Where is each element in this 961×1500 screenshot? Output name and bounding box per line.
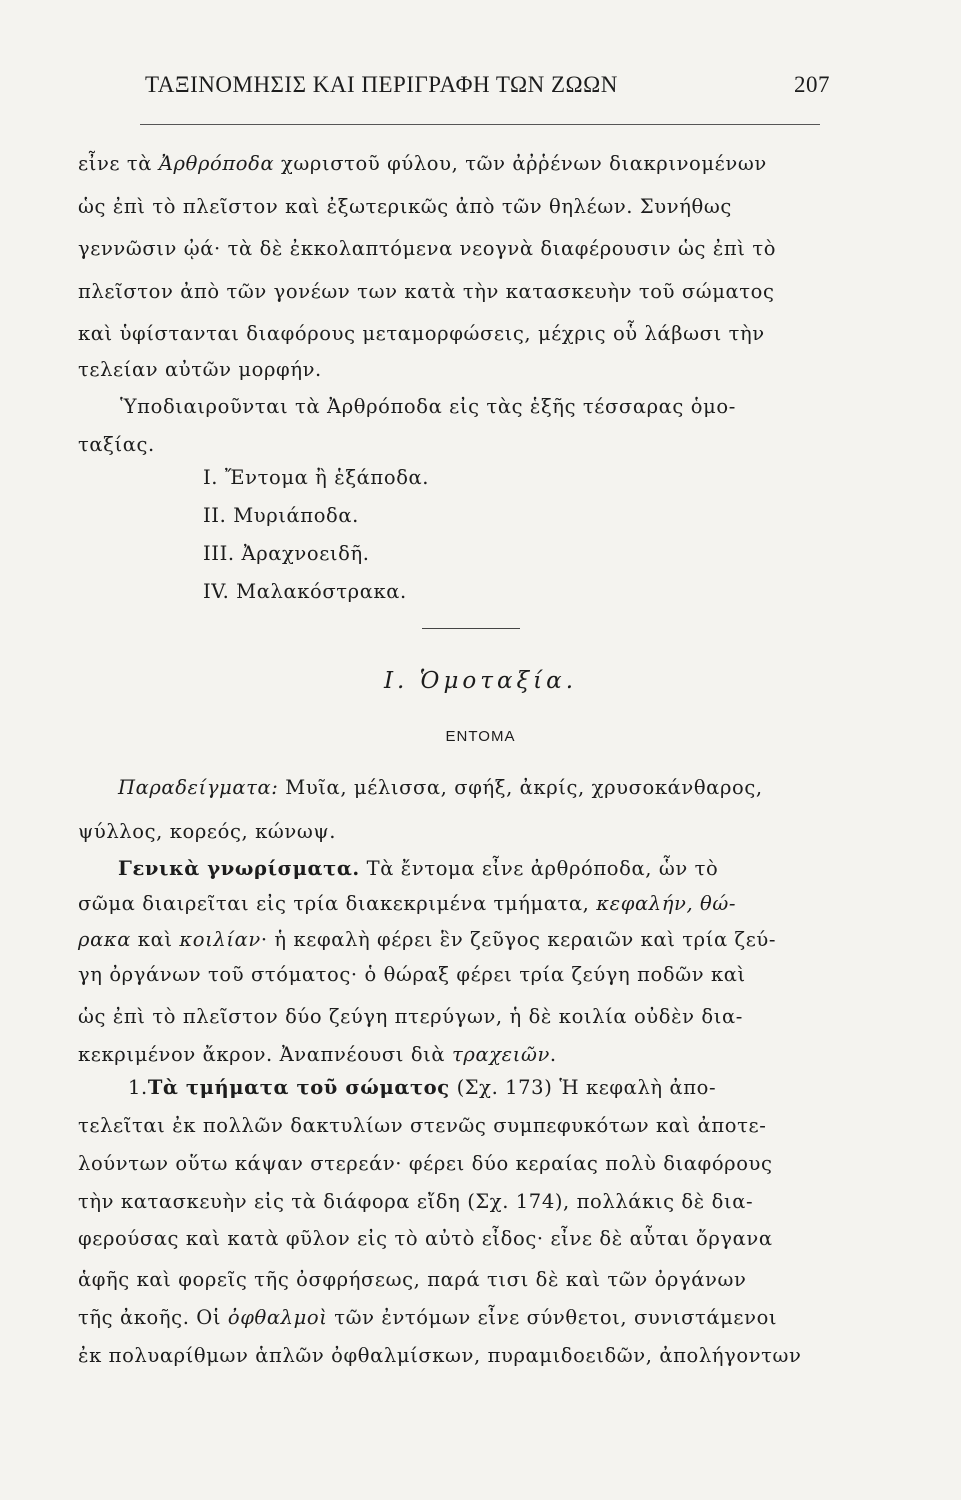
general-heading: Γενικὰ γνωρίσματα. <box>118 857 360 880</box>
text-line: τελεῖται ἐκ πολλῶν δακτυλίων στενῶς συμπεφυκότων καὶ ἀποτε- <box>78 1114 767 1137</box>
text-span: καὶ <box>131 928 180 951</box>
text-line: ψύλλος, κορεός, κώνωψ. <box>78 820 337 843</box>
section-title: I. Ὁμοταξία. <box>383 668 578 694</box>
text-span: χωριστοῦ φύλου, τῶν ἀῤῥένων διακρινομένων <box>274 152 767 175</box>
class-item: IV. Μαλακόστρακα. <box>203 580 407 603</box>
text-span: · ἡ κεφαλὴ φέρει ἓν ζεῦγος κεραιῶν καὶ τρία ζεύ- <box>260 928 777 951</box>
text-line: πλεῖστον ἀπὸ τῶν γονέων των κατὰ τὴν κατασκευὴν τοῦ σώματος <box>78 280 775 303</box>
term-span: κοιλίαν <box>179 928 261 951</box>
class-item: I. Ἔντομα ἢ ἑξάποδα. <box>203 466 430 489</box>
text-line: γη ὀργάνων τοῦ στόματος· ὁ θώραξ φέρει τρία ζεύγη ποδῶν καὶ <box>78 963 746 986</box>
text-line: ἐκ πολυαρίθμων ἁπλῶν ὀφθαλμίσκων, πυραμιδοειδῶν, ἀπολήγοντων <box>78 1344 802 1367</box>
text-span: (Σχ. 173) Ἡ κεφαλὴ ἀπο- <box>449 1076 717 1099</box>
examples-label: Παραδείγματα: <box>118 776 279 799</box>
text-line <box>118 857 718 881</box>
text-line: τελείαν αὐτῶν μορφήν. <box>78 358 322 381</box>
text-line: ὡς ἐπὶ τὸ πλεῖστον δύο ζεύγη πτερύγων, ἡ δὲ κοιλία οὐδὲν δια- <box>78 1005 743 1028</box>
text-span: 1. <box>128 1076 148 1099</box>
term-arthropoda: Ἀρθρόποδα <box>158 152 275 175</box>
section-subtitle: ΕΝΤΟΜΑ <box>445 728 516 745</box>
header-rule <box>140 124 820 125</box>
text-line <box>78 928 776 952</box>
text-line <box>78 1306 777 1330</box>
term-span: κεφαλήν, θώ- <box>596 892 737 915</box>
text-line: λούντων οὕτω κάψαν στερεάν· φέρει δύο κεραίας πολὺ διαφόρους <box>78 1152 773 1175</box>
text-span: . <box>549 1043 557 1066</box>
segments-heading: Τὰ τμήματα τοῦ σώματος <box>147 1076 450 1099</box>
term-span: τραχειῶν <box>452 1043 550 1066</box>
class-item: III. Ἀραχνοειδῆ. <box>203 542 370 565</box>
page-number: 207 <box>794 72 830 97</box>
text-span: τῶν ἐντόμων εἶνε σύνθετοι, συνιστάμενοι <box>327 1306 778 1329</box>
text-line <box>78 1043 557 1067</box>
section-divider <box>422 628 520 629</box>
text-line: Ὑποδιαιροῦνται τὰ Ἀρθρόποδα εἰς τὰς ἑξῆς τέσσαρας ὁμο- <box>120 395 736 418</box>
text-span: κεκριμένον ἄκρον. Ἀναπνέουσι διὰ <box>78 1043 452 1066</box>
term-span: ρακα <box>78 928 131 951</box>
text-line: ὡς ἐπὶ τὸ πλεῖστον καὶ ἐξωτερικῶς ἀπὸ τῶν θηλέων. Συνήθως <box>78 195 732 218</box>
text-line <box>78 892 736 916</box>
text-span: τῆς ἀκοῆς. Οἱ <box>78 1306 228 1329</box>
class-item: II. Μυριάποδα. <box>203 504 359 527</box>
text-line: γεννῶσιν ᾠά· τὰ δὲ ἐκκολαπτόμενα νεογνὰ διαφέρουσιν ὡς ἐπὶ τὸ <box>78 237 777 260</box>
text-line: φερούσας καὶ κατὰ φῦλον εἰς τὸ αὐτὸ εἶδος· εἶνε δὲ αὗται ὄργανα <box>78 1227 773 1250</box>
text-span: σῶμα διαιρεῖται εἰς τρία διακεκριμένα τμήματα, <box>78 892 597 915</box>
text-line: καὶ ὑφίστανται διαφόρους μεταμορφώσεις, μέχρις οὗ λάβωσι τὴν <box>78 322 765 345</box>
text-line: ταξίας. <box>78 433 155 456</box>
text-line <box>78 152 767 176</box>
text-line <box>118 776 763 800</box>
text-span: Μυῖα, μέλισσα, σφήξ, ἀκρίς, χρυσοκάνθαρος, <box>278 776 763 799</box>
text-line <box>128 1076 716 1100</box>
text-span: εἶνε τὰ <box>78 152 159 175</box>
text-line: τὴν κατασκευὴν εἰς τὰ διάφορα εἴδη (Σχ. 174), πολλάκις δὲ δια- <box>78 1190 754 1213</box>
header-title: ΤΑΞΙΝΟΜΗΣΙΣ ΚΑΙ ΠΕΡΙΓΡΑΦΗ ΤΩΝ ΖΩΩΝ <box>145 72 618 97</box>
text-span: Τὰ ἔντομα εἶνε ἀρθρόποδα, ὧν τὸ <box>359 857 719 880</box>
term-span: ὀφθαλμοὶ <box>227 1306 328 1329</box>
text-line: ἁφῆς καὶ φορεῖς τῆς ὀσφρήσεως, παρά τισι δὲ καὶ τῶν ὀργάνων <box>78 1268 747 1291</box>
